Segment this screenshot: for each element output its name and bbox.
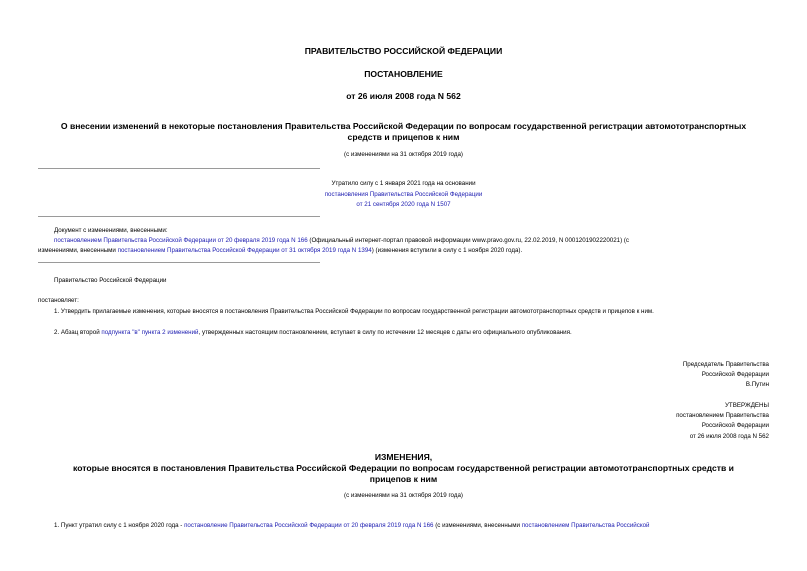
changes-title: ИЗМЕНЕНИЯ,	[374, 452, 433, 462]
paragraph-1: 1. Утвердить прилагаемые изменения, которые вносятся в постановления Правительства Российской Федерации по вопросам государственной регистрации автомототранспортных средств и прицепов к ним.	[54, 308, 654, 315]
amendment-note: (с изменениями на 31 октября 2019 года)	[344, 151, 463, 158]
document-type: ПОСТАНОВЛЕНИЕ	[364, 69, 443, 79]
divider	[38, 262, 320, 263]
issuer: Правительство Российской Федерации	[54, 277, 167, 284]
lapse-notice: Утратило силу с 1 января 2021 года на основании	[331, 180, 476, 187]
changes-link-166[interactable]: постановлением Правительства Российской Федерации от 20 февраля 2019 года N 166	[54, 237, 308, 244]
signature-name: В.Путин	[745, 381, 769, 388]
paragraph-2-text: 2. Абзац второй	[54, 329, 102, 336]
paragraph-2	[54, 329, 572, 338]
approved-line2: постановлением Правительства	[676, 412, 769, 419]
lapse-link-date[interactable]: от 21 сентября 2020 года N 1507	[356, 201, 451, 208]
changes-item-text: (с изменениями, внесенными	[433, 522, 522, 529]
changes-item-link-166[interactable]: постановление Правительства Российской Федерации от 20 февраля 2019 года N 166	[184, 522, 434, 529]
paragraph-2-link[interactable]: подпункта "в" пункта 2 изменений	[101, 329, 199, 336]
changes-note-text: ) (изменения вступили в силу с 1 ноября 2020 года).	[371, 247, 523, 254]
approved-line4: от 26 июля 2008 года N 562	[689, 433, 769, 440]
decrees-word: постановляет:	[38, 297, 79, 304]
divider	[38, 168, 320, 169]
changes-note-line1	[54, 237, 629, 246]
government-heading: ПРАВИТЕЛЬСТВО РОССИЙСКОЙ ФЕДЕРАЦИИ	[304, 46, 503, 56]
lapse-link-decree[interactable]: постановления Правительства Российской Федерации	[324, 191, 483, 198]
paragraph-2-text: , утвержденных настоящим постановлением, вступает в силу по истечении 12 месяцев с даты его официального опубликования.	[198, 329, 572, 336]
changes-item-text: 1. Пункт утратил силу с 1 ноября 2020 года -	[54, 522, 185, 529]
approved-heading: УТВЕРЖДЕНЫ	[725, 402, 769, 409]
changes-item-1	[54, 522, 650, 531]
changes-item-link-1394[interactable]: постановлением Правительства Российской	[521, 522, 650, 529]
document-date: от 26 июля 2008 года N 562	[346, 91, 461, 101]
changes-subtitle-line2: прицепов к ним	[369, 474, 438, 484]
document-title-line2: средств и прицепов к ним	[347, 132, 460, 142]
changes-subtitle-line1: которые вносятся в постановления Правительства Российской Федерации по вопросам государственной регистрации автомототранспортных средств и	[73, 463, 734, 473]
changes-amendment-note: (с изменениями на 31 октября 2019 года)	[344, 492, 463, 499]
signature-country: Российской Федерации	[701, 371, 769, 378]
approved-line3: Российской Федерации	[701, 422, 769, 429]
changes-note-line2	[38, 247, 522, 256]
document-title-line1: О внесении изменений в некоторые постановления Правительства Российской Федерации по вопросам государственной регистрации автомототранспортных	[60, 121, 747, 131]
changes-note-text: изменениями, внесенными	[38, 247, 118, 254]
divider	[38, 216, 320, 217]
changes-note-label: Документ с изменениями, внесенными:	[54, 227, 168, 234]
signature-title: Председатель Правительства	[682, 361, 769, 368]
changes-note-text: (Официальный интернет-портал правовой информации www.pravo.gov.ru, 22.02.2019, N 0001201902220021) (с	[307, 237, 630, 244]
changes-link-1394[interactable]: постановлением Правительства Российской Федерации от 31 октября 2019 года N 1394	[117, 247, 372, 254]
